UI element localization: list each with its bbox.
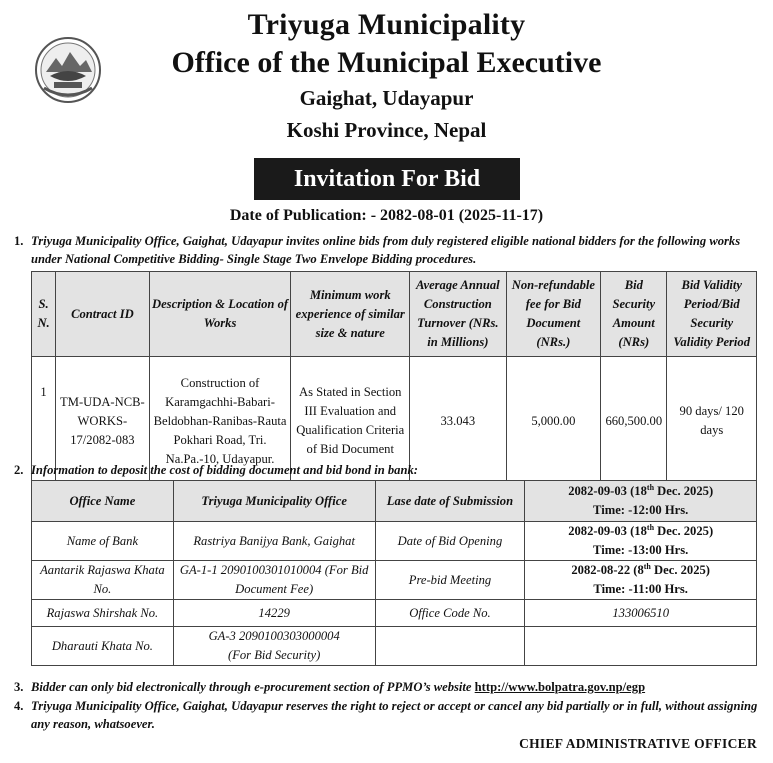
cell-contract-id: TM-UDA-NCB-WORKS-17/2082-083	[56, 357, 150, 486]
cell-date: 2082-08-22 (8th Dec. 2025) Time: -11:00 Hrs.	[525, 561, 757, 600]
paragraph-3	[14, 678, 761, 696]
paragraph-1	[14, 232, 761, 268]
cell-label: Office Code No.	[375, 600, 525, 627]
header-security: Bid Security Amount (NRs)	[601, 272, 667, 357]
office-location: Gaighat, Udayapur	[299, 86, 474, 110]
cell-sn: 1	[32, 357, 56, 486]
cell-label: Pre-bid Meeting	[375, 561, 525, 600]
table-row	[32, 561, 757, 600]
signature-title: CHIEF ADMINISTRATIVE OFFICER	[519, 736, 757, 751]
paragraph-number: 3.	[14, 680, 24, 694]
cell-description: Construction of Karamgachhi-Babari-Beldobhan-Ranibas-Rauta Pokhari Road, Tri. Na.Pa.-10, Udayapur.	[149, 357, 291, 486]
paragraph-number: 4.	[14, 699, 24, 713]
paragraph-2	[14, 461, 761, 479]
table-row	[32, 627, 757, 666]
table-header-row	[32, 272, 757, 357]
cell-label: Rajaswa Shirshak No.	[32, 600, 174, 627]
cell-value: 133006510	[525, 600, 757, 627]
paragraph-text: Bidder can only bid electronically through e-procurement section of PPMO’s website	[31, 680, 475, 694]
notice-title: Invitation For Bid	[254, 158, 520, 200]
cell-value: 14229	[173, 600, 375, 627]
paragraph-number: 2.	[14, 463, 24, 477]
bank-info-table	[31, 480, 757, 666]
office-province: Koshi Province, Nepal	[286, 118, 487, 142]
header-contract-id: Contract ID	[56, 272, 150, 357]
cell-empty	[525, 627, 757, 666]
table-row	[32, 522, 757, 561]
cell-value: GA-1-1 2090100301010004 (For Bid Document Fee)	[173, 561, 375, 600]
cell-value: Rastriya Banijya Bank, Gaighat	[173, 522, 375, 561]
municipality-name: Triyuga Municipality	[247, 8, 526, 41]
cell-label: Name of Bank	[32, 522, 174, 561]
cell-turnover: 33.043	[410, 357, 507, 486]
office-name: Office of the Municipal Executive	[171, 46, 602, 79]
header-experience: Minimum work experience of similar size & nature	[291, 272, 410, 357]
table-header-row	[32, 481, 757, 522]
header-description: Description & Location of Works	[149, 272, 291, 357]
header-municipality-office: Triyuga Municipality Office	[173, 481, 375, 522]
header-turnover: Average Annual Construction Turnover (NRs. in Millions)	[410, 272, 507, 357]
cell-label: Dharauti Khata No.	[32, 627, 174, 666]
cell-security: 660,500.00	[601, 357, 667, 486]
header-sn: S. N.	[32, 272, 56, 357]
bid-table	[31, 271, 757, 486]
header-validity: Bid Validity Period/Bid Security Validity Period	[667, 272, 757, 357]
cell-value: GA-3 2090100303000004 (For Bid Security)	[173, 627, 375, 666]
header-submission-label: Lase date of Submission	[375, 481, 525, 522]
header-office-name: Office Name	[32, 481, 174, 522]
cell-validity: 90 days/ 120 days	[667, 357, 757, 486]
paragraph-4	[14, 697, 761, 733]
cell-label: Aantarik Rajaswa Khata No.	[32, 561, 174, 600]
header-submission-date: 2082-09-03 (18th Dec. 2025) Time: -12:00 Hrs.	[525, 481, 757, 522]
cell-fee: 5,000.00	[506, 357, 601, 486]
cell-experience: As Stated in Section III Evaluation and Qualification Criteria of Bid Document	[291, 357, 410, 486]
cell-date: 2082-09-03 (18th Dec. 2025) Time: -13:00 Hrs.	[525, 522, 757, 561]
table-row	[32, 600, 757, 627]
paragraph-number: 1.	[14, 234, 24, 248]
paragraph-text: Triyuga Municipality Office, Gaighat, Udayapur invites online bids from duly registered eligible national bidders for the following works under National Competitive Bidding- Single Stage Two Envelope Bidding procedures.	[31, 234, 741, 266]
publication-date: Date of Publication: - 2082-08-01 (2025-11-17)	[229, 207, 544, 224]
letterhead	[0, 6, 773, 146]
paragraph-text: Information to deposit the cost of bidding document and bid bond in bank:	[31, 463, 418, 477]
cell-label: Date of Bid Opening	[375, 522, 525, 561]
cell-empty	[375, 627, 525, 666]
header-fee: Non-refundable fee for Bid Document (NRs.)	[506, 272, 601, 357]
paragraph-text: Triyuga Municipality Office, Gaighat, Udayapur reserves the right to reject or accept or cancel any bid partially or in full, without assigning any reason, whatsoever.	[31, 699, 758, 731]
bolpatra-link[interactable]: http://www.bolpatra.gov.np/egp	[474, 680, 646, 694]
